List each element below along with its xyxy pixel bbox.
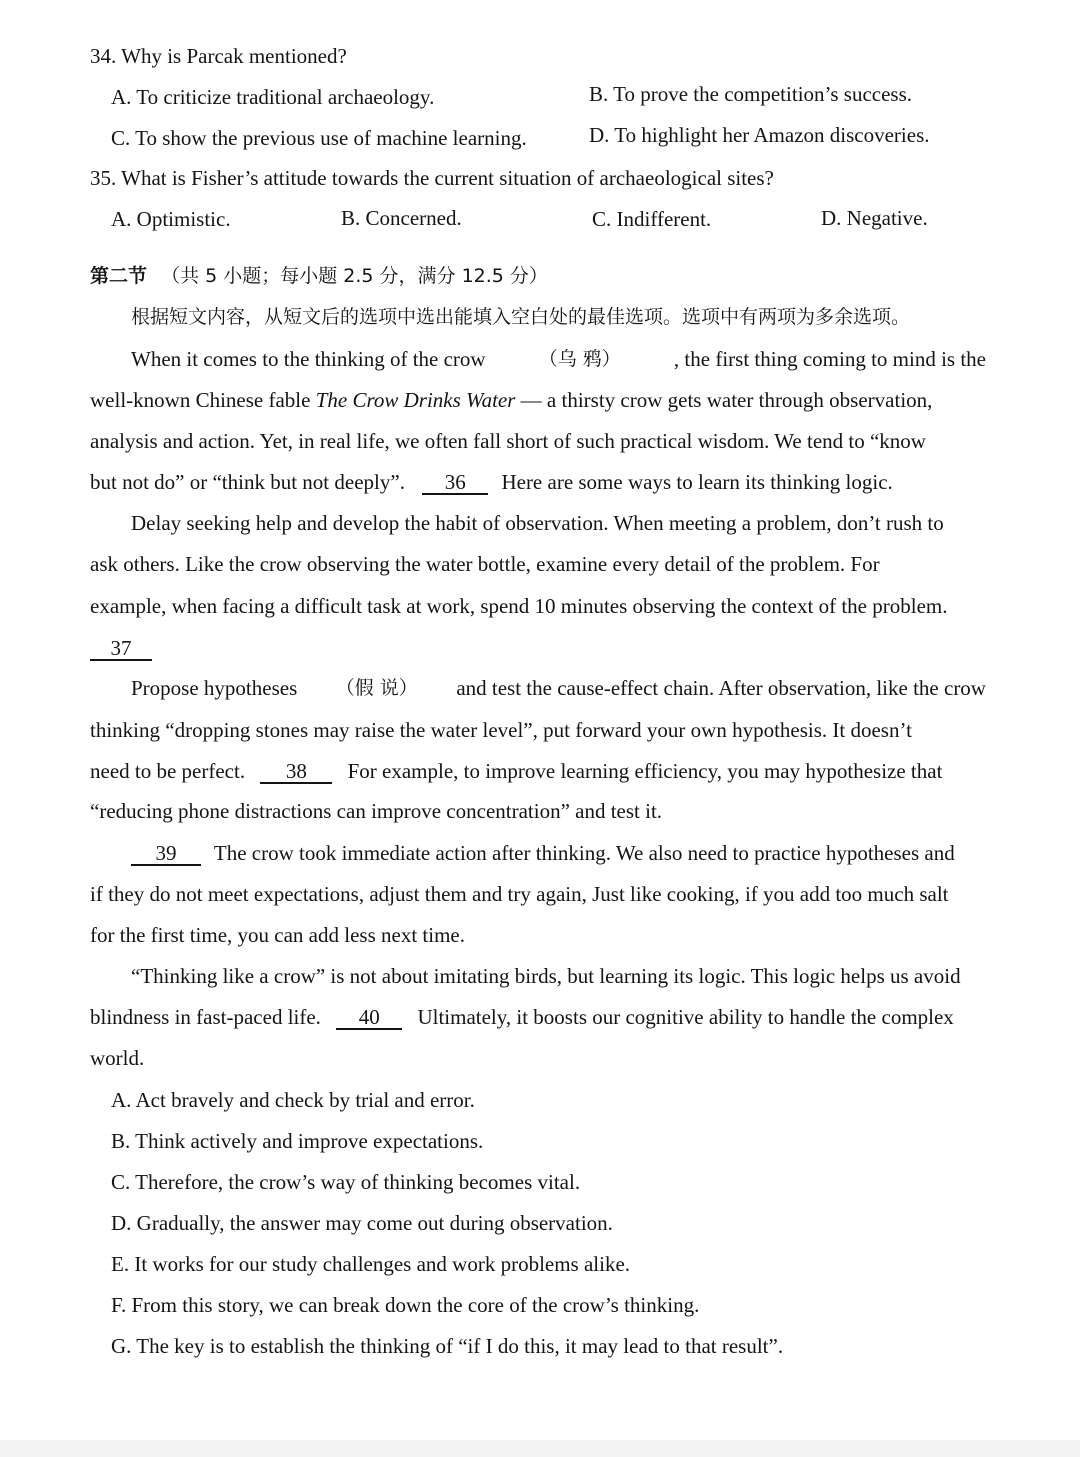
choice-e: E. It works for our study challenges and work problems alike. <box>111 1252 631 1276</box>
blank-36[interactable]: 36 <box>422 471 488 495</box>
fable-title: The Crow Drinks Water <box>315 388 516 412</box>
choice-g: G. The key is to establish the thinking of “if I do this, it may lead to that result”. <box>111 1334 784 1358</box>
page-bottom-edge <box>0 1440 1080 1457</box>
choice-a: A. Act bravely and check by trial and error. <box>111 1088 475 1112</box>
section-instruction: 根据短文内容，从短文后的选项中选出能填入空白处的最佳选项。选项中有两项为多余选项。 <box>131 306 911 328</box>
passage-line: if they do not meet expectations, adjust them and try again, Just like cooking, if you add too much salt <box>90 882 949 906</box>
blank-39[interactable]: 39 <box>131 842 201 866</box>
question-35-option-c: C. Indifferent. <box>592 207 712 231</box>
passage-line: “reducing phone distractions can improve concentration” and test it. <box>90 799 663 823</box>
choice-b: B. Think actively and improve expectations. <box>111 1129 484 1153</box>
passage-line: 39 The crow took immediate action after thinking. We also need to practice hypotheses and <box>131 839 955 867</box>
passage-line: example, when facing a difficult task at work, spend 10 minutes observing the context of the problem. <box>90 594 948 618</box>
question-35-option-d: D. Negative. <box>821 206 928 230</box>
blank-40[interactable]: 40 <box>336 1006 402 1030</box>
question-34-option-d: D. To highlight her Amazon discoveries. <box>589 123 930 147</box>
passage-line: ask others. Like the crow observing the water bottle, examine every detail of the problem. For <box>90 552 880 576</box>
passage-line: blindness in fast-paced life. 40 Ultimately, it boosts our cognitive ability to handle the complex <box>90 1005 954 1029</box>
passage-line: Delay seeking help and develop the habit of observation. When meeting a problem, don’t rush to <box>131 511 944 535</box>
passage-line: world. <box>90 1046 145 1070</box>
passage-line: When it comes to the thinking of the crow （乌 鸦） , the first thing coming to mind is the <box>131 347 986 371</box>
passage-line: Propose hypotheses （假 说） and test the cause-effect chain. After observation, like the crow <box>131 676 986 700</box>
section-scoring: （共 5 小题；每小题 2.5 分，满分 12.5 分） <box>161 265 548 287</box>
blank-37[interactable]: 37 <box>90 637 152 661</box>
choice-f: F. From this story, we can break down the core of the crow’s thinking. <box>111 1293 700 1317</box>
question-34-option-b: B. To prove the competition’s success. <box>589 82 913 106</box>
question-34-stem: 34. Why is Parcak mentioned? <box>90 44 347 68</box>
passage-line: need to be perfect. 38 For example, to improve learning efficiency, you may hypothesize that <box>90 759 943 783</box>
section-heading <box>90 262 548 290</box>
passage-line: for the first time, you can add less next time. <box>90 923 465 947</box>
section-title: 第二节 <box>90 265 148 287</box>
question-35-option-a: A. Optimistic. <box>111 207 231 231</box>
passage-line: “Thinking like a crow” is not about imitating birds, but learning its logic. This logic helps us avoid <box>131 964 961 988</box>
question-35-option-b: B. Concerned. <box>341 206 462 230</box>
blank-38[interactable]: 38 <box>260 760 332 784</box>
passage-line: but not do” or “think but not deeply”. 36 Here are some ways to learn its thinking logic. <box>90 470 893 494</box>
passage-line: thinking “dropping stones may raise the water level”, put forward your own hypothesis. It doesn’t <box>90 718 912 742</box>
passage-line: analysis and action. Yet, in real life, we often fall short of such practical wisdom. We tend to “know <box>90 429 926 453</box>
question-34-option-c: C. To show the previous use of machine learning. <box>111 126 527 150</box>
question-35-stem: 35. What is Fisher’s attitude towards the current situation of archaeological sites? <box>90 166 774 190</box>
passage-line <box>90 634 152 662</box>
choice-c: C. Therefore, the crow’s way of thinking becomes vital. <box>111 1170 581 1194</box>
question-34-option-a: A. To criticize traditional archaeology. <box>111 85 435 109</box>
choice-d: D. Gradually, the answer may come out during observation. <box>111 1211 613 1235</box>
passage-line: well-known Chinese fable The Crow Drinks Water — a thirsty crow gets water through observation, <box>90 388 933 412</box>
